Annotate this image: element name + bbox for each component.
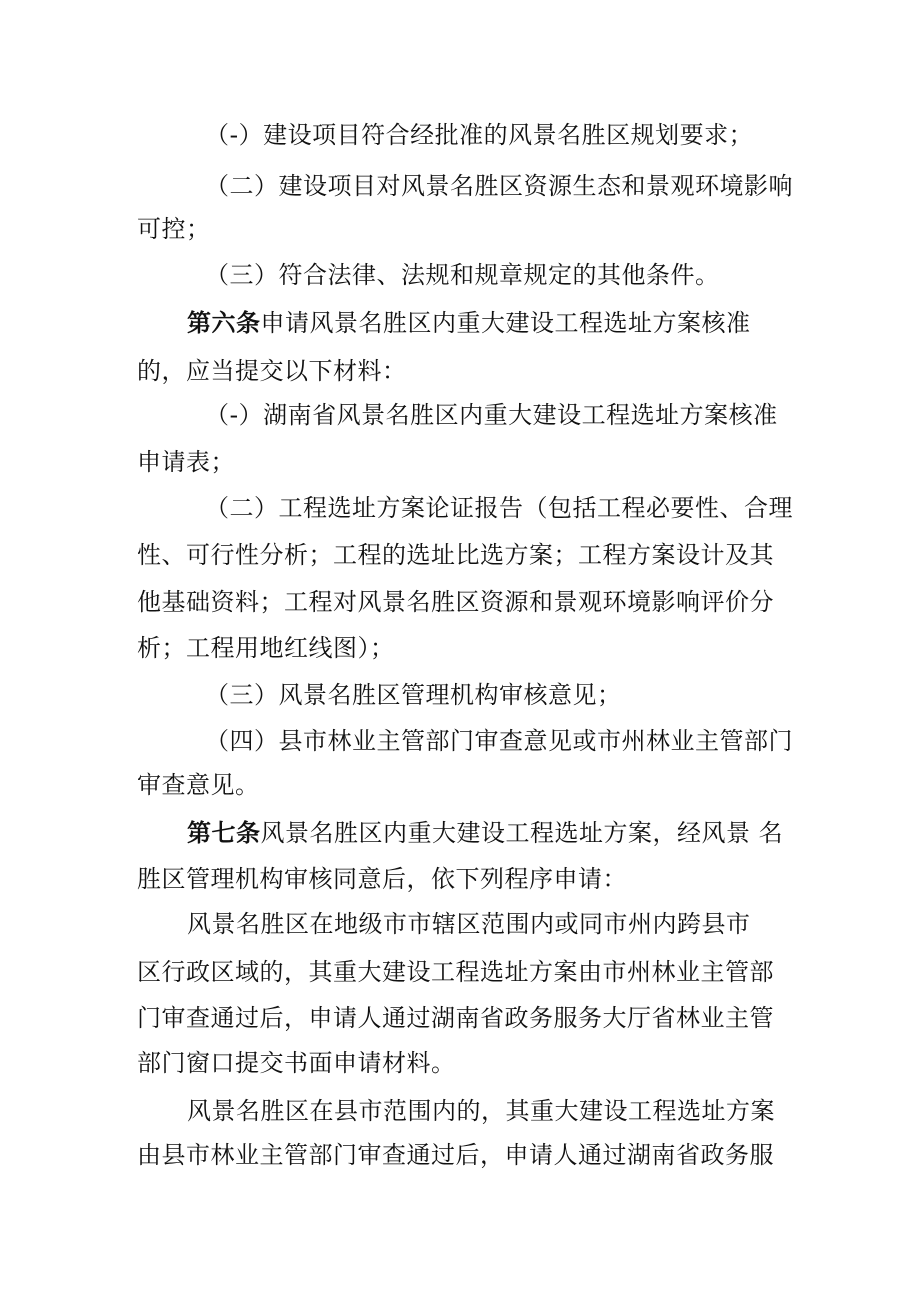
article-7-label: 第七条 (187, 819, 261, 847)
procedure-para-1-line-1: 风景名胜区在地级市市辖区范围内或同市州内跨县市 (187, 910, 751, 938)
material-item-2-line-2: 性、可行性分析；工程的选址比选方案；工程方案设计及其 (137, 541, 774, 569)
procedure-para-1-line-3: 门审查通过后，申请人通过湖南省政务服务大厅省林业主管 (137, 1004, 774, 1032)
material-item-4-line-1: （四）县市林业主管部门审查意见或市州林业主管部门 (205, 727, 793, 755)
article-6-label: 第六条 (187, 309, 261, 337)
material-item-2-line-3: 他基础资料；工程对风景名胜区资源和景观环境影响评价分 (137, 588, 774, 616)
procedure-para-2-line-1: 风景名胜区在县市范围内的，其重大建设工程选址方案 (187, 1097, 775, 1125)
article-6-line-1 (187, 305, 751, 341)
material-item-1-line-2: 申请表； (137, 448, 235, 476)
condition-item-1: （-）建设项目符合经批准的风景名胜区规划要求； (205, 121, 754, 149)
material-item-2-line-4: 析；工程用地红线图）； (137, 634, 395, 662)
material-item-1-line-1: （-）湖南省风景名胜区内重大建设工程选址方案核准 (205, 401, 778, 429)
material-item-3: （三）风景名胜区管理机构审核意见； (205, 681, 622, 709)
procedure-para-1-line-4: 部门窗口提交书面申请材料。 (137, 1049, 456, 1077)
material-item-2-line-1: （二）工程选址方案论证报告（包括工程必要性、合理 (205, 494, 793, 522)
condition-item-2-line-2: 可控； (137, 215, 211, 243)
procedure-para-2-line-2: 由县市林业主管部门审查通过后，申请人通过湖南省政务服 (137, 1141, 774, 1169)
condition-item-3: （三）符合法律、法规和规章规定的其他条件。 (205, 261, 720, 289)
condition-item-2-line-1: （二）建设项目对风景名胜区资源生态和景观环境影响 (205, 172, 793, 200)
article-6-text: 申请风景名胜区内重大建设工程选址方案核准 (260, 309, 751, 337)
article-7-line-1 (187, 815, 783, 851)
article-6-line-2: 的，应当提交以下材料： (137, 357, 407, 385)
article-7-text: 风景名胜区内重大建设工程选址方案，经风景 名 (260, 819, 784, 847)
material-item-4-line-2: 审查意见。 (137, 771, 260, 799)
procedure-para-1-line-2: 区行政区域的，其重大建设工程选址方案由市州林业主管部 (137, 958, 774, 986)
article-7-line-2: 胜区管理机构审核同意后，依下列程序申请： (137, 865, 627, 893)
